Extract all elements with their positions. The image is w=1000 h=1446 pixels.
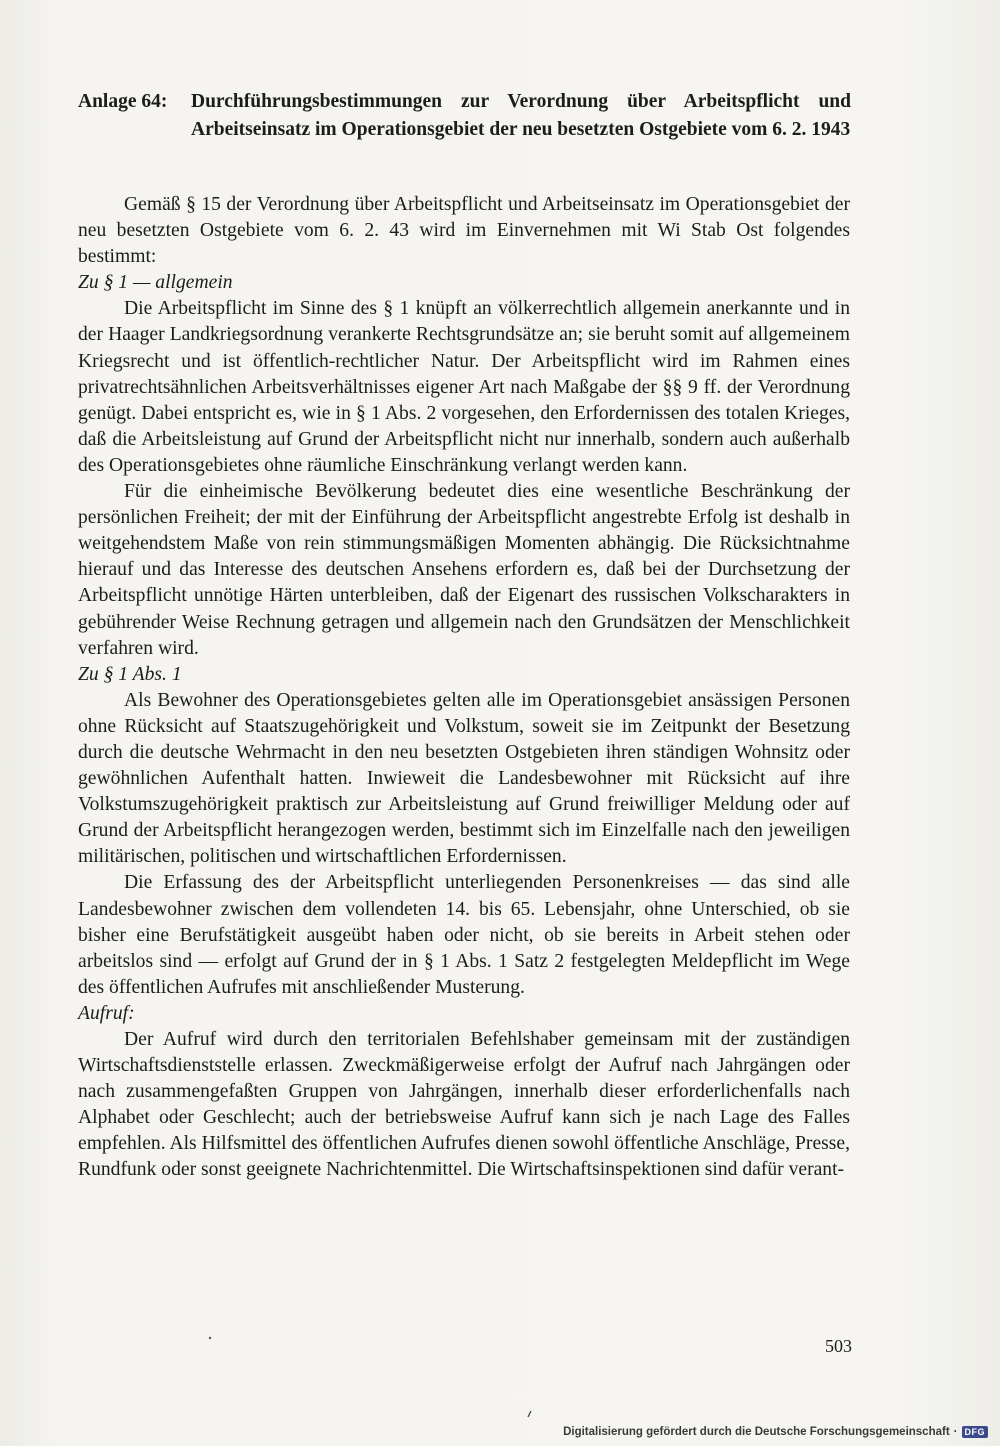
paragraph-3: Als Bewohner des Operationsgebietes gelten alle im Operationsgebiet ansässigen Personen ohne Rücksicht auf Staatszugehörigkeit und Volkstum, soweit sie im Zeitpunkt der Besetzung durch die deutsche Wehrmacht in den neu besetzten Ostgebieten ihren ständigen Wohnsitz oder gewöhnlichen Aufenthalt hatten. Inwieweit die Landesbewohner mit Rücksicht auf ihre Volkstumszugehörigkeit praktisch zur Arbeitsleistung auf Grund freiwilliger Meldung oder auf Grund der Arbeitspflicht herangezogen werden, bestimmt sich im Einzelfalle nach den jeweiligen militärischen, politischen und wirtschaftlichen Erfordernissen. [78,689,850,868]
subheading-aufruf: Aufruf: [78,1002,135,1024]
intro-paragraph: Gemäß § 15 der Verordnung über Arbeitspflicht und Arbeitseinsatz im Operationsgebiet der neu besetzten Ostgebiete vom 6. 2. 43 wird im Einvernehmen mit Wi Stab Ost folgendes bestimmt: [78,194,850,268]
paragraph-4: Die Erfassung des der Arbeitspflicht unterliegenden Personenkreises — das sind alle Landesbewohner zwischen dem vollendeten 14. bis 65. Lebensjahr, ohne Unterschied, ob sie bisher eine Berufstätigkeit ausgeübt haben oder nicht, ob sie bereits in Arbeit stehen oder arbeitslos sind — erfolgt auf Grund der in § 1 Abs. 1 Satz 2 festgelegten Meldepflicht im Wege des öffentlichen Aufrufes mit anschließender Musterung. [78,872,850,998]
paragraph-1: Die Arbeitspflicht im Sinne des § 1 knüpft an völkerrechtlich allgemein anerkannte und in der Haager Landkriegsordnung verankerte Rechtsgrundsätze an; sie beruht somit auf allgemeinem Kriegsrecht und ist öffentlich-rechtlicher Natur. Der Arbeitspflicht wird im Rahmen eines privatrechtsähnlichen Arbeitsverhältnisses eigener Art nach Maßgabe der §§ 9 ff. der Verordnung genügt. Dabei entspricht es, wie in § 1 Abs. 2 vorgesehen, den Erfordernissen des totalen Krieges, daß die Arbeitsleistung auf Grund der Arbeitspflicht nicht nur innerhalb, sondern auch außerhalb des Operationsgebietes ohne räumliche Einschränkung verlangt werden kann. [78,298,850,476]
dfg-logo-icon: DFG [962,1426,989,1438]
page-number: 503 [825,1336,852,1356]
paragraph-5: Der Aufruf wird durch den territorialen Befehlshaber gemeinsam mit der zuständigen Wirtschaftsdienststelle erlassen. Zweckmäßigerweise erfolgt der Aufruf nach Jahrgängen oder nach zusammengefaßten Gruppen von Jahrgängen, innerhalb dieser erforderlichenfalls nach Alphabet oder Geschlecht; auch der betriebsweise Aufruf kann sich je nach Lage des Falles empfehlen. Als Hilfsmittel des öffentlichen Aufrufes dienen sowohl öffentliche Anschläge, Presse, Rundfunk oder sonst geeignete Nachrichtenmittel. Die Wirtschaftsinspektionen sind dafür verant- [78,1029,850,1181]
appendix-title: Durchführungsbestimmungen zur Verordnung über Arbeitspflicht und Arbeitseinsatz im Operationsgebiet der neu besetzten Ostgebiete vom 6. 2. 1943 [191,91,851,140]
paragraph-2: Für die einheimische Bevölkerung bedeutet dies eine wesentliche Beschränkung der persönlichen Freiheit; der mit der Einführung der Arbeitspflicht angestrebte Erfolg ist deshalb in weitgehendstem Maße von rein stimmungsmäßigen Momenten abhängig. Die Rücksichtnahme hierauf und das Interesse des deutschen Ansehens erfordern es, daß bei der Durchsetzung der Arbeitspflicht unnötige Härten unterbleiben, daß der Eigenart des russischen Volkscharakters in gebührender Weise Rechnung getragen und allgemein nach den Grundsätzen der Menschlichkeit verfahren wird. [78,481,850,659]
subheading-section-1-abs-1: Zu § 1 Abs. 1 [78,663,182,685]
subheading-section-1: Zu § 1 — allgemein [78,272,233,294]
document-body [78,192,850,1184]
appendix-label: Anlage 64: [78,91,168,112]
digitization-footer: Digitalisierung gefördert durch die Deutsche Forschungsgemeinschaft · DFG [563,1426,988,1438]
footer-text: Digitalisierung gefördert durch die Deutsche Forschungsgemeinschaft [563,1426,950,1438]
